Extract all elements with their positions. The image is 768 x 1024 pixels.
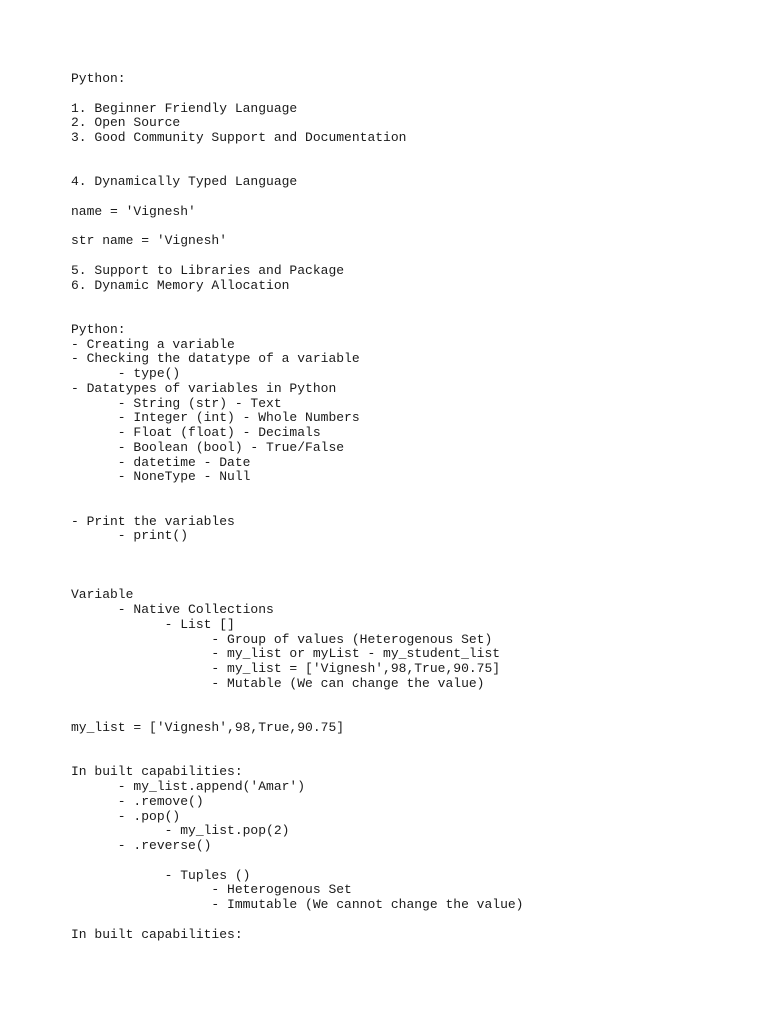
document-line: 1. Beginner Friendly Language <box>71 100 298 116</box>
blank-line <box>71 308 751 323</box>
blank-line <box>71 485 751 500</box>
blank-line <box>71 293 751 308</box>
document-line: In built capabilities: <box>71 764 243 780</box>
document-line: - Mutable (We can change the value) <box>71 675 485 691</box>
document-line: - Native Collections <box>71 602 274 617</box>
blank-line <box>71 736 751 751</box>
document-line: - Float (float) - Decimals <box>71 425 321 440</box>
blank-line <box>71 559 751 574</box>
document-line: 2. Open Source <box>71 115 181 131</box>
document-line: - String (str) - Text <box>71 395 282 411</box>
blank-line <box>71 574 751 589</box>
document-line: - type() <box>71 366 181 381</box>
document-line: - my_list.pop(2) <box>71 823 290 839</box>
document-line: my_list = ['Vignesh',98,True,90.75] <box>71 720 345 735</box>
blank-line <box>71 544 751 559</box>
blank-line <box>71 913 751 928</box>
document-line: Python: <box>71 71 126 86</box>
document-line: - my_list = ['Vignesh',98,True,90.75] <box>71 661 501 676</box>
document-line: - Boolean (bool) - True/False <box>71 439 345 455</box>
blank-line <box>71 220 751 235</box>
blank-line <box>71 692 751 707</box>
document-line: - NoneType - Null <box>71 469 251 485</box>
blank-line <box>71 87 751 102</box>
document-line: name = 'Vignesh' <box>71 203 196 219</box>
document-line: - .pop() <box>71 808 181 824</box>
document-line: - Heterogenous Set <box>71 882 352 898</box>
document-line: - my_list or myList - my_student_list <box>71 646 501 662</box>
document-line: - datetime - Date <box>71 454 251 470</box>
document-line: - Group of values (Heterogenous Set) <box>71 631 493 647</box>
document-line: 3. Good Community Support and Documentation <box>71 130 407 145</box>
blank-line <box>71 249 751 264</box>
document-line: Variable <box>71 587 134 603</box>
blank-line <box>71 500 751 515</box>
document-line: - Tuples () <box>71 867 251 883</box>
document-line: - Datatypes of variables in Python <box>71 380 337 396</box>
document-line: In built capabilities: <box>71 926 243 942</box>
document-line: - Creating a variable <box>71 336 235 352</box>
document-line: 4. Dynamically Typed Language <box>71 174 298 190</box>
document-line: 5. Support to Libraries and Package <box>71 262 345 278</box>
blank-line <box>71 706 751 721</box>
document-line: str name = 'Vignesh' <box>71 233 228 249</box>
document-line: - Integer (int) - Whole Numbers <box>71 410 360 426</box>
document-line: 6. Dynamic Memory Allocation <box>71 277 290 293</box>
blank-line <box>71 146 751 161</box>
document-line: - my_list.append('Amar') <box>71 779 306 794</box>
blank-line <box>71 161 751 176</box>
blank-line <box>71 751 751 766</box>
document-line: - print() <box>71 528 189 544</box>
document-page <box>71 72 751 942</box>
document-line: - .reverse() <box>71 838 212 853</box>
blank-line <box>71 854 751 869</box>
document-line: - List [] <box>71 616 235 632</box>
document-line: - .remove() <box>71 793 204 809</box>
blank-line <box>71 190 751 205</box>
document-line: - Immutable (We cannot change the value) <box>71 897 524 912</box>
document-line: - Checking the datatype of a variable <box>71 351 360 367</box>
document-line: Python: <box>71 321 126 337</box>
document-line: - Print the variables <box>71 513 235 529</box>
